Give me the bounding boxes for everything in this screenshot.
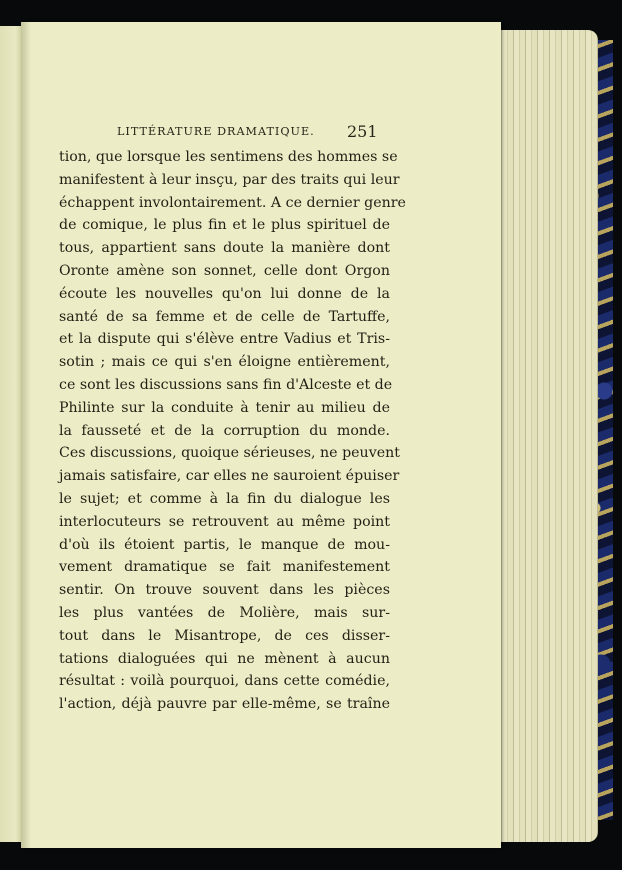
text-line: Philinte sur la conduite à tenir au milieu de <box>59 399 390 416</box>
facing-page-edge <box>0 26 23 842</box>
text-line: écoute les nouvelles qu'on lui donne de la <box>59 285 390 302</box>
text-line: Ces discussions, quoique sérieuses, ne peuvent <box>59 445 400 462</box>
text-line: de comique, le plus fin et le plus spirituel de <box>59 217 390 234</box>
text-line: l'action, déjà pauvre par elle-même, se traîne <box>59 696 390 713</box>
text-line: résultat : voilà pourquoi, dans cette comédie, <box>59 673 390 690</box>
body-text <box>59 146 406 716</box>
gutter-shadow <box>21 22 31 848</box>
text-line: tion, que lorsque les sentimens des hommes se <box>59 149 398 165</box>
text-line: santé de sa femme et de celle de Tartuffe, <box>59 308 390 325</box>
page-number: 251 <box>347 122 378 141</box>
text-line: interlocuteurs se retrouvent au même point <box>59 513 390 530</box>
running-head: LITTÉRATURE DRAMATIQUE. <box>117 125 315 138</box>
text-line: sotin ; mais ce qui s'en éloigne entièrement, <box>59 354 390 371</box>
page-edges-stack <box>490 30 598 842</box>
text-line: la fausseté et de la corruption du monde. <box>59 422 390 439</box>
text-line: manifestent à leur insçu, par des traits qui leur <box>59 171 400 188</box>
text-line: et la dispute qui s'élève entre Vadius et Tris- <box>59 331 390 348</box>
text-line: sentir. On trouve souvent dans les pièces <box>59 582 390 599</box>
text-line: tations dialoguées qui ne mènent à aucun <box>59 650 390 667</box>
text-line: Oronte amène son sonnet, celle dont Orgon <box>59 262 390 279</box>
text-line: tous, appartient sans doute la manière dont <box>59 240 390 257</box>
text-line: jamais satisfaire, car elles ne sauroient épuiser <box>59 468 400 485</box>
text-line: ce sont les discussions sans fin d'Alceste et de <box>59 376 393 393</box>
book-page <box>21 22 501 848</box>
text-line: d'où ils étoient partis, le manque de mou- <box>59 536 390 553</box>
text-line: tout dans le Misantrope, de ces disser- <box>59 627 390 644</box>
text-line: échappent involontairement. A ce dernier genre <box>59 194 406 211</box>
text-line: vement dramatique se fait manifestement <box>59 559 390 576</box>
text-line: le sujet; et comme à la fin du dialogue les <box>59 490 390 507</box>
text-line: les plus vantées de Molière, mais sur- <box>59 604 390 621</box>
